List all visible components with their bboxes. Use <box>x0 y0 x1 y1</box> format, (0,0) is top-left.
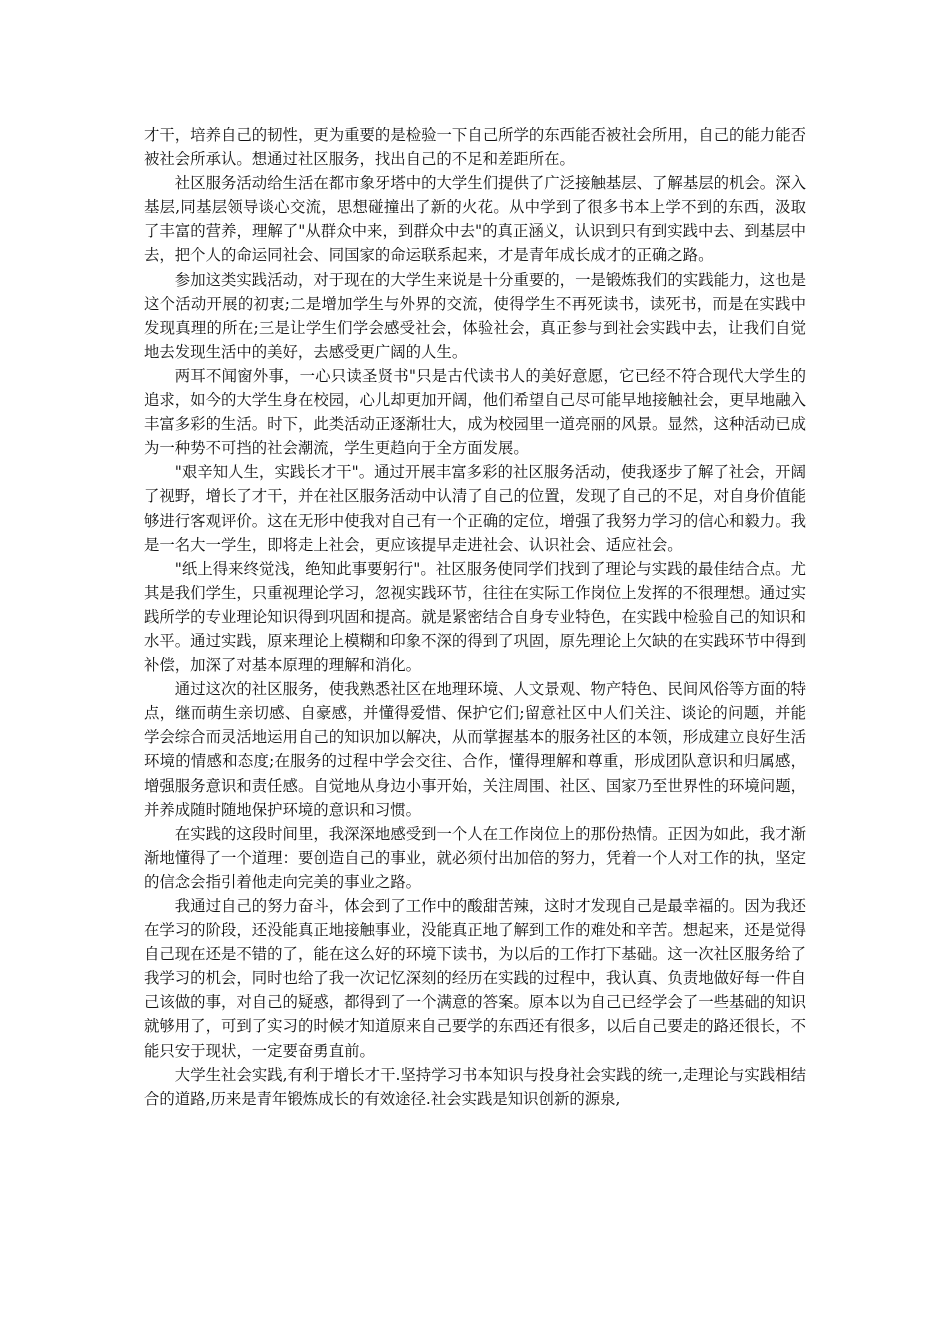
paragraph-9: 我通过自己的努力奋斗，体会到了工作中的酸甜苦辣，这时才发现自己是最幸福的。因为我还在学习的阶段，还没能真正地接触事业，没能真正地了解到工作的难处和辛苦。想起来，还是觉得自己现在还是不错的了，能在这么好的环境下读书，为以后的工作打下基础。这一次社区服务给了我学习的机会，同时也给了我一次记忆深刻的经历在实践的过程中，我认真、负责地做好每一件自己该做的事，对自己的疑惑，都得到了一个满意的答案。原本以为自己已经学会了一些基础的知识就够用了，可到了实习的时候才知道原来自己要学的东西还有很多，以后自己要走的路还很长，不能只安于现状，一定要奋勇直前。 <box>144 897 806 1060</box>
paragraph-4: 两耳不闻窗外事，一心只读圣贤书"只是古代读书人的美好意愿，它已经不符合现代大学生的追求，如今的大学生身在校园，心儿却更加开阔，他们希望自己尽可能早地接触社会，更早地融入丰富多彩的生活。时下，此类活动正逐渐壮大，成为校园里一道亮丽的风景。显然，这种活动已成为一种势不可挡的社会潮流，学生更趋向于全方面发展。 <box>144 366 806 458</box>
paragraph-6: "纸上得来终觉浅，绝知此事要躬行"。社区服务使同学们找到了理论与实践的最佳结合点。尤其是我们学生，只重视理论学习，忽视实践环节，往往在实际工作岗位上发挥的不很理想。通过实践所学的专业理论知识得到巩固和提高。就是紧密结合自身专业特色，在实践中检验自己的知识和水平。通过实践，原来理论上模糊和印象不深的得到了巩固，原先理论上欠缺的在实践环节中得到补偿，加深了对基本原理的理解和消化。 <box>144 559 806 675</box>
paragraph-7: 通过这次的社区服务，使我熟悉社区在地理环境、人文景观、物产特色、民间风俗等方面的特点，继而萌生亲切感、自豪感，并懂得爱惜、保护它们;留意社区中人们关注、谈论的问题，并能学会综合而灵活地运用自己的知识加以解决，从而掌握基本的服务社区的本领，形成建立良好生活环境的情感和态度;在服务的过程中学会交往、合作，懂得理解和尊重，形成团队意识和归属感，增强服务意识和责任感。自觉地从身边小事开始，关注周围、社区、国家乃至世界性的环境问题，并养成随时随地保护环境的意识和习惯。 <box>144 680 806 819</box>
body-text <box>144 123 806 1111</box>
paragraph-3: 参加这类实践活动，对于现在的大学生来说是十分重要的，一是锻炼我们的实践能力，这也是这个活动开展的初衷;二是增加学生与外界的交流，使得学生不再死读书，读死书，而是在实践中发现真理的所在;三是让学生们学会感受社会，体验社会，真正参与到社会实践中去，让我们自觉地去发现生活中的美好，去感受更广阔的人生。 <box>144 270 806 361</box>
paragraph-10: 大学生社会实践,有利于增长才干.坚持学习书本知识与投身社会实践的统一,走理论与实践相结合的道路,历来是青年锻炼成长的有效途径.社会实践是知识创新的源泉, <box>144 1065 806 1108</box>
paragraph-8: 在实践的这段时间里，我深深地感受到一个人在工作岗位上的那份热情。正因为如此，我才渐渐地懂得了一个道理：要创造自己的事业，就必须付出加倍的努力，凭着一个人对工作的执，坚定的信念会指引着他走向完美的事业之路。 <box>144 824 806 891</box>
paragraph-1: 才干，培养自己的韧性，更为重要的是检验一下自己所学的东西能否被社会所用，自己的能力能否被社会所承认。想通过社区服务，找出自己的不足和差距所在。 <box>144 126 806 169</box>
paragraph-5: "艰辛知人生，实践长才干"。通过开展丰富多彩的社区服务活动，使我逐步了解了社会，开阔了视野，增长了才干，并在社区服务活动中认清了自己的位置，发现了自己的不足，对自身价值能够进行客观评价。这在无形中使我对自己有一个正确的定位，增强了我努力学习的信心和毅力。我是一名大一学生，即将走上社会，更应该提早走进社会、认识社会、适应社会。 <box>144 463 806 554</box>
paragraph-2: 社区服务活动给生活在都市象牙塔中的大学生们提供了广泛接触基层、了解基层的机会。深入基层,同基层领导谈心交流，思想碰撞出了新的火花。从中学到了很多书本上学不到的东西，汲取了丰富的营养，理解了"从群众中来，到群众中去"的真正涵义，认识到只有到实践中去、到基层中去，把个人的命运同社会、同国家的命运联系起来，才是青年成长成才的正确之路。 <box>144 174 806 265</box>
